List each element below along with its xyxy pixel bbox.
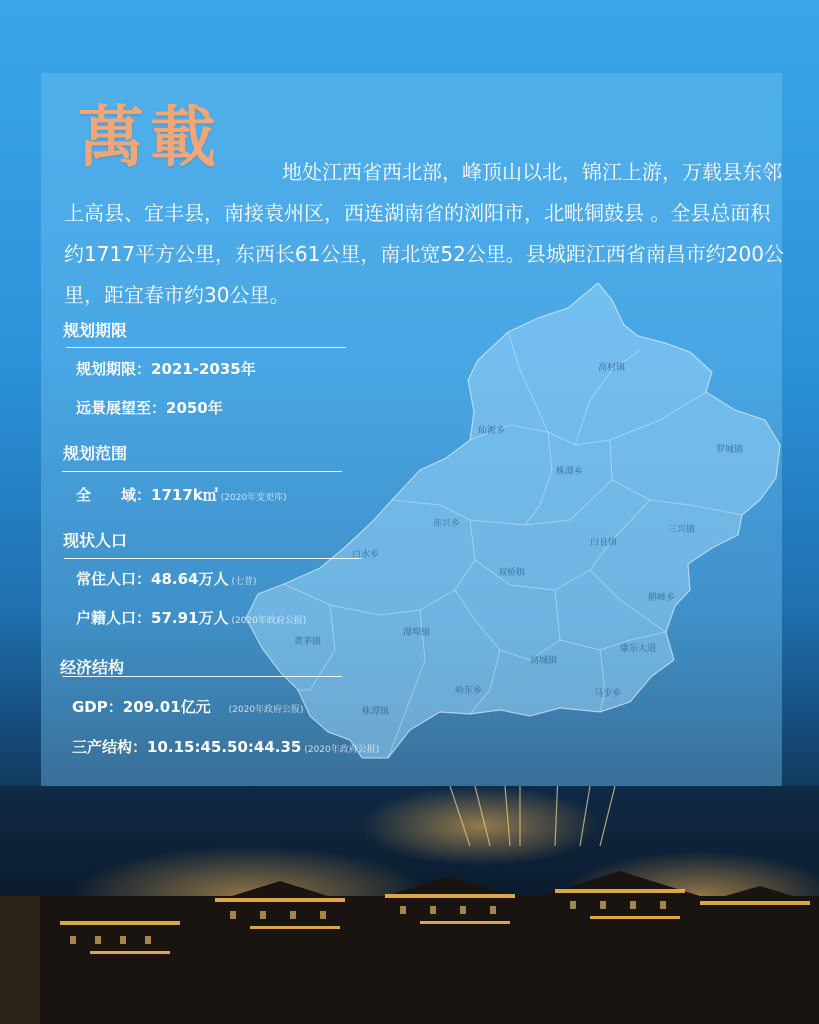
map-town-label: 双桥镇 [498, 568, 526, 578]
map-town-label: 赤兴乡 [433, 519, 461, 529]
map-town-label: 马步乡 [594, 689, 622, 699]
registered-source-note: (2020年政府公报) [231, 616, 307, 626]
registered-population: 户籍人口：57.91万人 [76, 609, 229, 627]
map-town-label: 株潭乡 [556, 467, 584, 477]
map-town-label: 三兴镇 [668, 525, 696, 535]
divider [62, 471, 342, 472]
gdp-row [72, 696, 304, 717]
section-title-scope: 规划范围 [63, 444, 128, 463]
map-town-label: 高城镇 [530, 656, 558, 666]
map-town-label: 高村镇 [598, 363, 626, 373]
section-title-period: 规划期限 [63, 321, 128, 340]
planning-period-row: 规划期限：2021-2035年 [76, 360, 256, 378]
vision-year-row: 远景展望至：2050年 [76, 399, 223, 417]
gdp-source-note: (2020年政府公报) [228, 705, 304, 715]
area-row [76, 484, 287, 505]
industry-structure: 三产结构：10.15:45.50:44.35 [72, 738, 302, 756]
map-town-label: 白水乡 [352, 550, 380, 560]
area-source-note: (2020年变更库) [220, 493, 287, 503]
area-label: 全 域： [76, 486, 152, 504]
resident-population-row [76, 568, 256, 589]
resident-population: 常住人口：48.64万人 [76, 570, 229, 588]
county-title: 萬載 [78, 98, 222, 176]
map-town-label: 康乐大道 [620, 644, 657, 654]
map-town-label: 岭东乡 [455, 686, 483, 696]
map-town-label: 仙源乡 [478, 426, 506, 436]
resident-source-note: (七普) [231, 577, 257, 587]
map-town-label: 潭埠镇 [403, 628, 431, 638]
map-town-label: 罗城镇 [716, 445, 744, 455]
registered-population-row [76, 607, 306, 628]
structure-source-note: (2020年政府公报) [304, 745, 380, 755]
divider [66, 347, 346, 348]
map-town-label: 鹅峰乡 [648, 593, 676, 603]
map-town-label: 黄茅镇 [294, 637, 322, 647]
divider [64, 558, 362, 559]
map-town-label: 株潭镇 [362, 707, 390, 717]
map-town-label: 白良镇 [590, 538, 618, 548]
area-value: 1717k㎡ [151, 486, 218, 504]
divider [62, 676, 342, 677]
section-title-population: 现状人口 [63, 531, 128, 550]
industry-structure-row [72, 736, 379, 757]
gdp-value: GDP：209.01亿元 [72, 698, 211, 716]
intro-text: 地处江西省西北部，峰顶山以北，锦江上游，万载县东邻上高县、宜丰县，南接袁州区，西连湖南省的浏阳市，北毗铜鼓县 。全县总面积约1717平方公里，东西长61公里，南北宽52公里。县城距江西省南昌市约200公里，距宜春市约30公里。 [64, 160, 784, 307]
county-boundary [246, 283, 780, 758]
section-title-economy: 经济结构 [60, 658, 125, 677]
night-city-photo [0, 786, 819, 1024]
